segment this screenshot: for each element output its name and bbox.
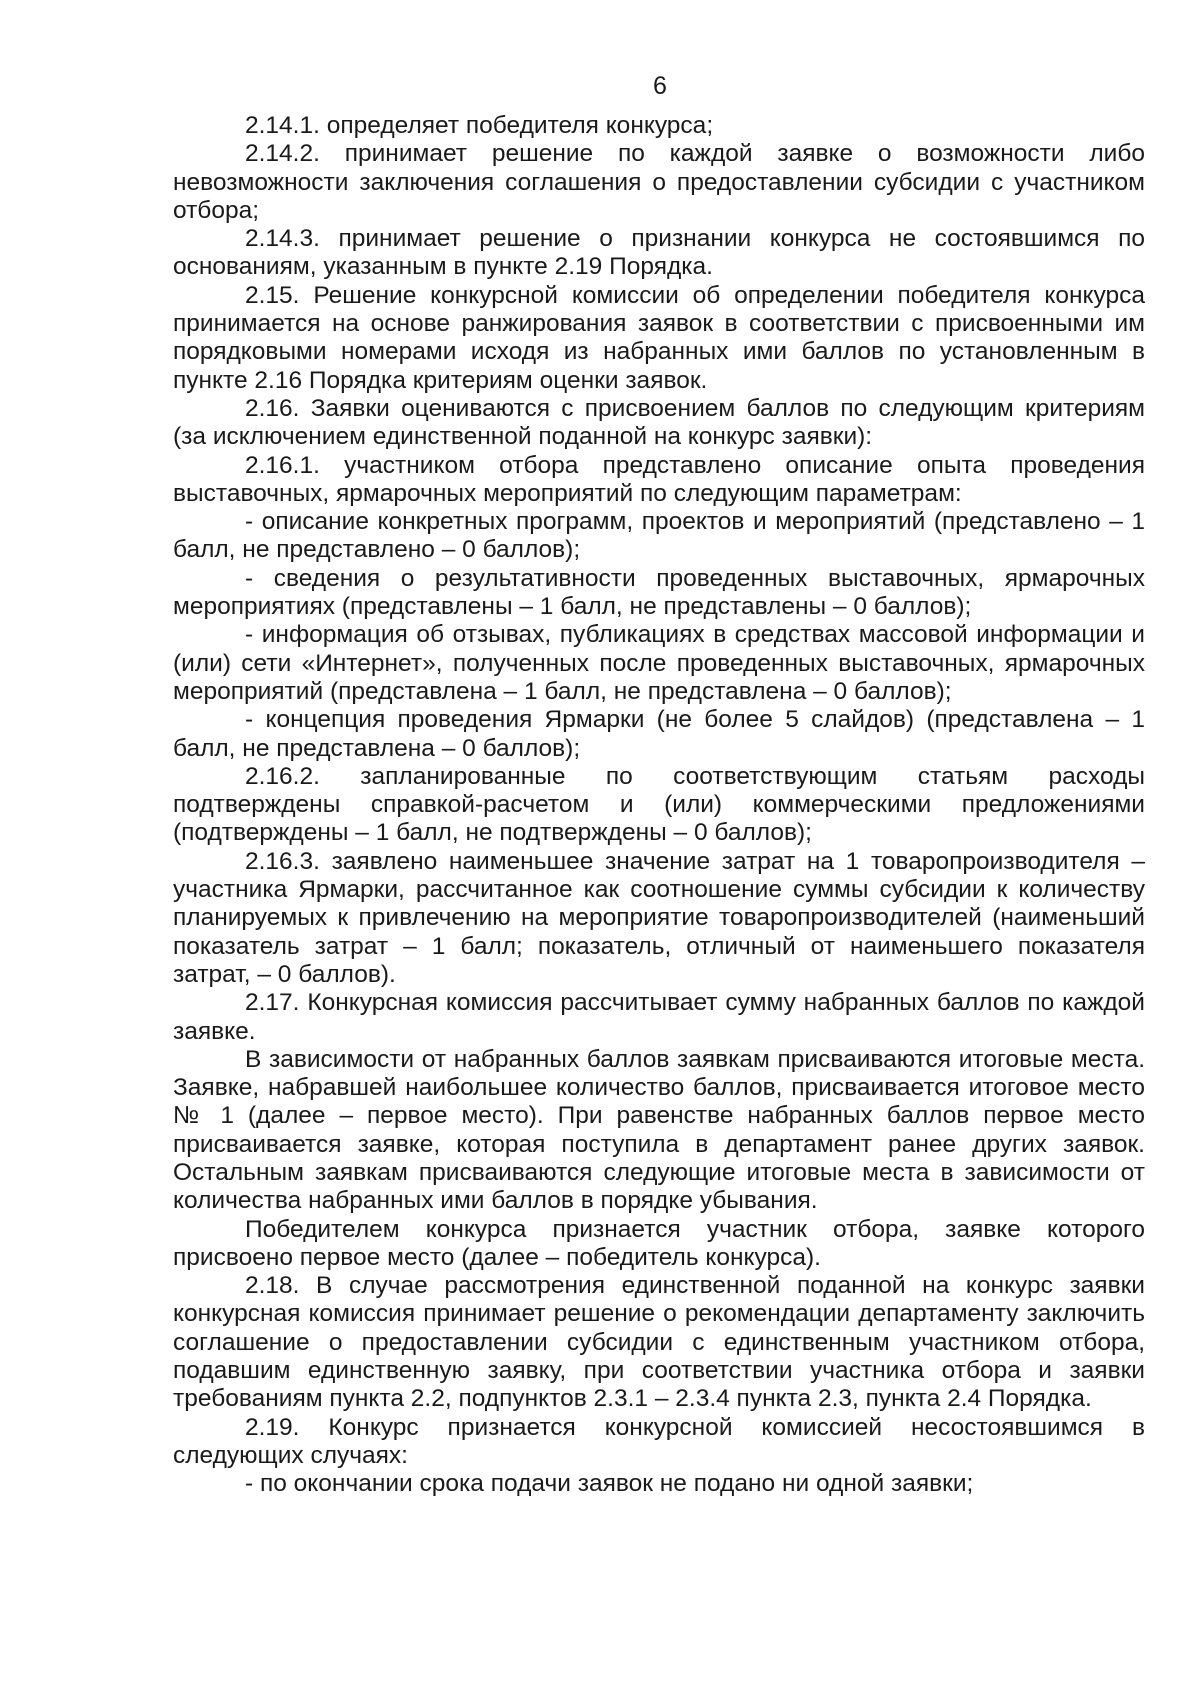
paragraph-2-16: 2.16. Заявки оцениваются с присвоением баллов по следующим критериям (за исключением единственной поданной на конкурс заявки): xyxy=(173,394,1145,451)
list-item-no-applications: - по окончании срока подачи заявок не подано ни одной заявки; xyxy=(245,1470,974,1498)
list-item-concept: - концепция проведения Ярмарки (не более 5 слайдов) (представлена – 1 балл, не представлена – 0 баллов); xyxy=(173,706,1145,762)
paragraph-2-16-3: 2.16.3. заявлено наименьшее значение затрат на 1 товаропроизводителя – участника Ярмарки, рассчитанное как соотношение суммы субсидии к количеству планируемых к привлечению на мероприятие товаропроизводителей (наименьший показатель затрат – 1 балл; показатель, отличный от наименьшего показателя затрат, – 0 баллов). xyxy=(173,847,1145,988)
paragraph-winner: Победителем конкурса признается участник отбора, заявке которого присвоено первое место (далее – победитель конкурса). xyxy=(173,1215,1145,1271)
page-number: 6 xyxy=(653,72,667,100)
paragraph-2-16-2: 2.16.2. запланированные по соответствующим статьям расходы подтверждены справкой-расчетом и (или) коммерческими предложениями (подтверждены – 1 балл, не подтверждены – 0 баллов); xyxy=(173,762,1145,847)
paragraph-2-16-1: 2.16.1. участником отбора представлено описание опыта проведения выставочных, ярмарочных мероприятий по следующим параметрам: xyxy=(173,451,1145,507)
document-body xyxy=(173,112,1145,1499)
list-item-programs: - описание конкретных программ, проектов и мероприятий (представлено – 1 балл, не представлено – 0 баллов); xyxy=(173,508,1145,564)
paragraph-2-15: 2.15. Решение конкурсной комиссии об определении победителя конкурса принимается на основе ранжирования заявок в соответствии с присвоенными им порядковыми номерами исходя из набранных ими баллов по установленным в пункте 2.16 Порядка критериям оценки заявок. xyxy=(173,281,1145,394)
paragraph-2-14-3: 2.14.3. принимает решение о признании конкурса не состоявшимся по основаниям, указанным в пункте 2.19 Порядка. xyxy=(173,225,1145,281)
paragraph-2-17: 2.17. Конкурсная комиссия рассчитывает сумму набранных баллов по каждой заявке. xyxy=(173,989,1145,1045)
list-item-results: - сведения о результативности проведенных выставочных, ярмарочных мероприятиях (представлены – 1 балл, не представлены – 0 баллов); xyxy=(173,564,1145,621)
list-item-reviews: - информация об отзывах, публикациях в средствах массовой информации и (или) сети «Интернет», полученных после проведенных выставочных, ярмарочных мероприятий (представлена – 1 балл, не представлена – 0 баллов); xyxy=(173,621,1145,705)
paragraph-2-14-2: 2.14.2. принимает решение по каждой заявке о возможности либо невозможности заключения соглашения о предоставлении субсидии с участником отбора; xyxy=(173,140,1145,224)
paragraph-2-19: 2.19. Конкурс признается конкурсной комиссией несостоявшимся в следующих случаях: xyxy=(173,1413,1145,1469)
paragraph-2-14-1: 2.14.1. определяет победителя конкурса; xyxy=(245,112,714,139)
paragraph-places: В зависимости от набранных баллов заявкам присваиваются итоговые места. Заявке, набравшей наибольшее количество баллов, присваивается итоговое место № 1 (далее – первое место). При равенстве набранных баллов первое место присваивается заявке, которая поступила в департамент ранее других заявок. Остальным заявкам присваиваются следующие итоговые места в зависимости от количества набранных ими баллов в порядке убывания. xyxy=(173,1045,1145,1215)
paragraph-2-18: 2.18. В случае рассмотрения единственной поданной на конкурс заявки конкурсная комиссия принимает решение о рекомендации департаменту заключить соглашение о предоставлении субсидии с единственным участником отбора, подавшим единственную заявку, при соответствии участника отбора и заявки требованиям пункта 2.2, подпунктов 2.3.1 – 2.3.4 пункта 2.3, пункта 2.4 Порядка. xyxy=(173,1272,1145,1413)
